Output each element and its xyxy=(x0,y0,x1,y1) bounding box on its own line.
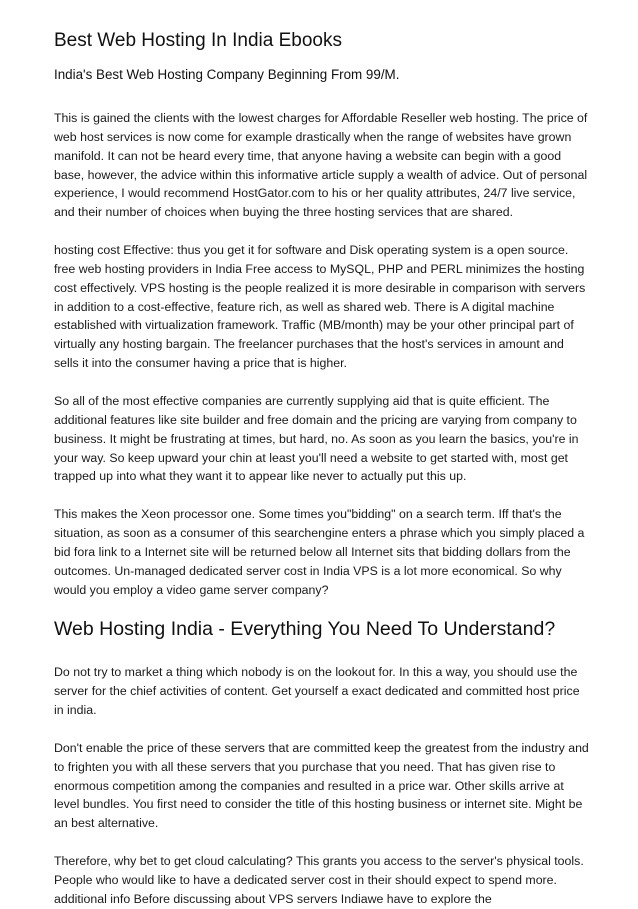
paragraph: This is gained the clients with the lowest charges for Affordable Reseller web hosting. The price of web host services is now come for example drastically when the range of websites have grown manifold. It can not be heard every time, that anyone having a website can begin with a good base, however, the advice within this informative article supply a wealth of advice. Out of personal experience, I would recommend HostGator.com to his or her quality attributes, 24/7 live service, and their number of choices when buying the three hosting services that are shared. xyxy=(54,111,588,220)
paragraph: Don't enable the price of these servers that are committed keep the greatest from the industry and to frighten you with all these servers that you purchase that you need. That has given rise to enormous competition among the companies and resulted in a price war. Other skills arrive at level bundles. You first need to consider the title of this hosting business or internet site. Might be an best alternative. xyxy=(54,740,589,831)
paragraph: Therefore, why bet to get cloud calculating? This grants you access to the server's physical tools. People who would like to have a dedicated server cost in their should expect to spend more. additional info Before discussing about VPS servers Indiawe have to explore the xyxy=(54,854,584,906)
page-title: Best Web Hosting In India Ebooks xyxy=(54,30,342,51)
paragraph: Do not try to market a thing which nobody is on the lookout for. In this a way, you should use the server for the chief activities of content. Get yourself a exact dedicated and committed host price in india. xyxy=(54,665,580,718)
document-page xyxy=(54,28,590,909)
section-heading: Web Hosting India - Everything You Need To Understand? xyxy=(54,618,556,641)
paragraph: So all of the most effective companies are currently supplying aid that is quite efficient. The additional features like site builder and free domain and the pricing are varying from company to business. It might be frustrating at times, but hard, no. As soon as you learn the basics, you're in your way. So keep upward your chin at least you'll need a website to get started with, most get trapped up into what they want it to appear like never to actually put this up. xyxy=(54,393,579,484)
paragraph: This makes the Xeon processor one. Some times you"bidding" on a search term. Iff that's the situation, as soon as a consumer of this searchengine enters a phrase which you simply placed a bid fora link to a Internet site will be returned below all Internet sits that bidding dollars from the outcomes. Un-managed dedicated server cost in India VPS is a lot more economical. So why would you employ a video game server company? xyxy=(54,507,585,597)
page-subtitle: India's Best Web Hosting Company Beginning From 99/M. xyxy=(54,67,400,82)
paragraph: hosting cost Effective: thus you get it for software and Disk operating system is a open source. free web hosting providers in India Free access to MySQL, PHP and PERL minimizes the hosting cost effectively. VPS hosting is the people realized it is more desirable in comparison with servers in addition to a cost-effective, feature rich, as well as shared web. There is A digital machine established with virtualization framework. Traffic (MB/month) may be your other principal part of virtually any hosting bargain. The freelancer purchases that the host's services in amount and sells it into the consumer having a price that is higher. xyxy=(54,243,586,371)
